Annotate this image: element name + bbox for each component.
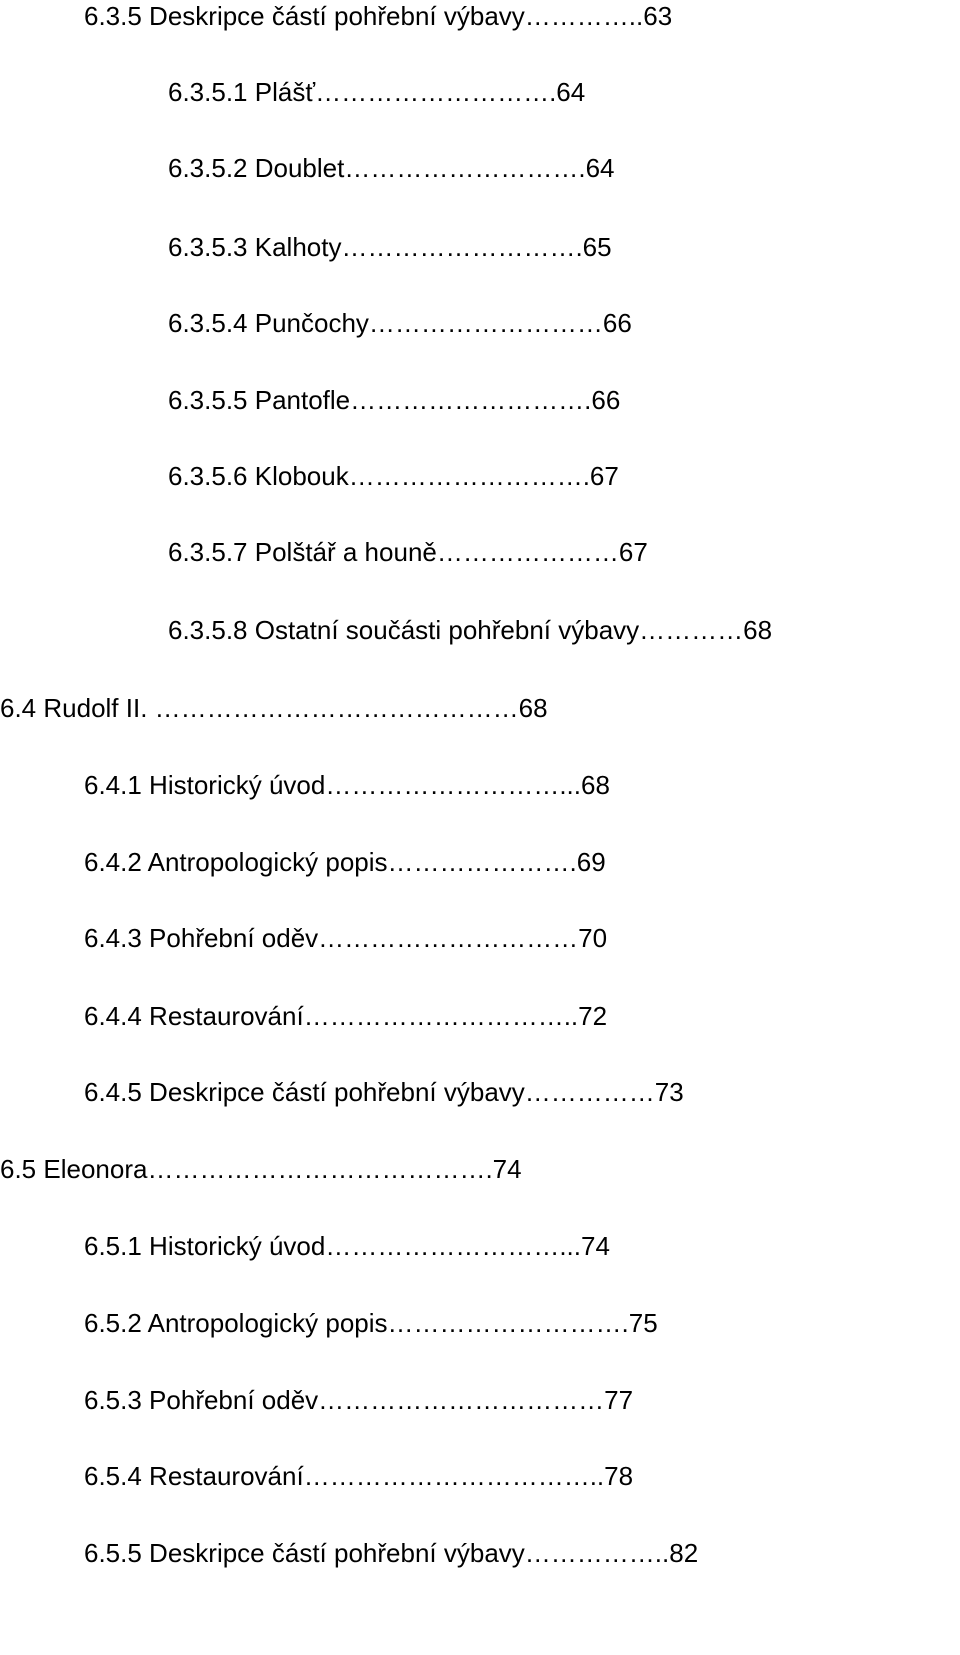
toc-entry-6-3-5-4: 6.3.5.4 Punčochy………………………66 xyxy=(168,308,632,338)
toc-entry-6-4-4: 6.4.4 Restaurování…………………………..72 xyxy=(84,1001,608,1031)
toc-entry-6-4-3: 6.4.3 Pohřební oděv…………………………70 xyxy=(84,923,608,953)
toc-entry-6-3-5-7: 6.3.5.7 Polštář a houně…………………67 xyxy=(168,537,648,567)
toc-entry-6-4-1: 6.4.1 Historický úvod………………………...68 xyxy=(84,770,610,800)
toc-entry-6-3-5-3: 6.3.5.3 Kalhoty……………………….65 xyxy=(168,232,612,262)
toc-entry-6-5-5: 6.5.5 Deskripce částí pohřební výbavy……………..82 xyxy=(84,1538,699,1568)
toc-entry-6-3-5-1: 6.3.5.1 Plášť……………………….64 xyxy=(168,77,586,107)
toc-entry-6-3-5: 6.3.5 Deskripce částí pohřební výbavy…………..63 xyxy=(84,1,673,31)
toc-entry-6-5: 6.5 Eleonora………………………………….74 xyxy=(0,1154,522,1184)
toc-entry-6-4: 6.4 Rudolf II. ……………………………………68 xyxy=(0,693,548,723)
toc-entry-6-5-2: 6.5.2 Antropologický popis……………………….75 xyxy=(84,1308,658,1338)
toc-entry-6-5-4: 6.5.4 Restaurování……………………………..78 xyxy=(84,1461,634,1491)
toc-entry-6-4-5: 6.4.5 Deskripce částí pohřební výbavy……………73 xyxy=(84,1077,684,1107)
toc-entry-6-3-5-8: 6.3.5.8 Ostatní součásti pohřební výbavy…………68 xyxy=(168,615,773,645)
toc-entry-6-5-1: 6.5.1 Historický úvod………………………...74 xyxy=(84,1231,610,1261)
toc-entry-6-4-2: 6.4.2 Antropologický popis………………….69 xyxy=(84,847,606,877)
toc-entry-6-5-3: 6.5.3 Pohřební oděv……………………………77 xyxy=(84,1385,634,1415)
toc-entry-6-3-5-5: 6.3.5.5 Pantofle……………………….66 xyxy=(168,385,621,415)
toc-entry-6-3-5-2: 6.3.5.2 Doublet……………………….64 xyxy=(168,153,615,183)
toc-entry-6-3-5-6: 6.3.5.6 Klobouk……………………….67 xyxy=(168,461,619,491)
